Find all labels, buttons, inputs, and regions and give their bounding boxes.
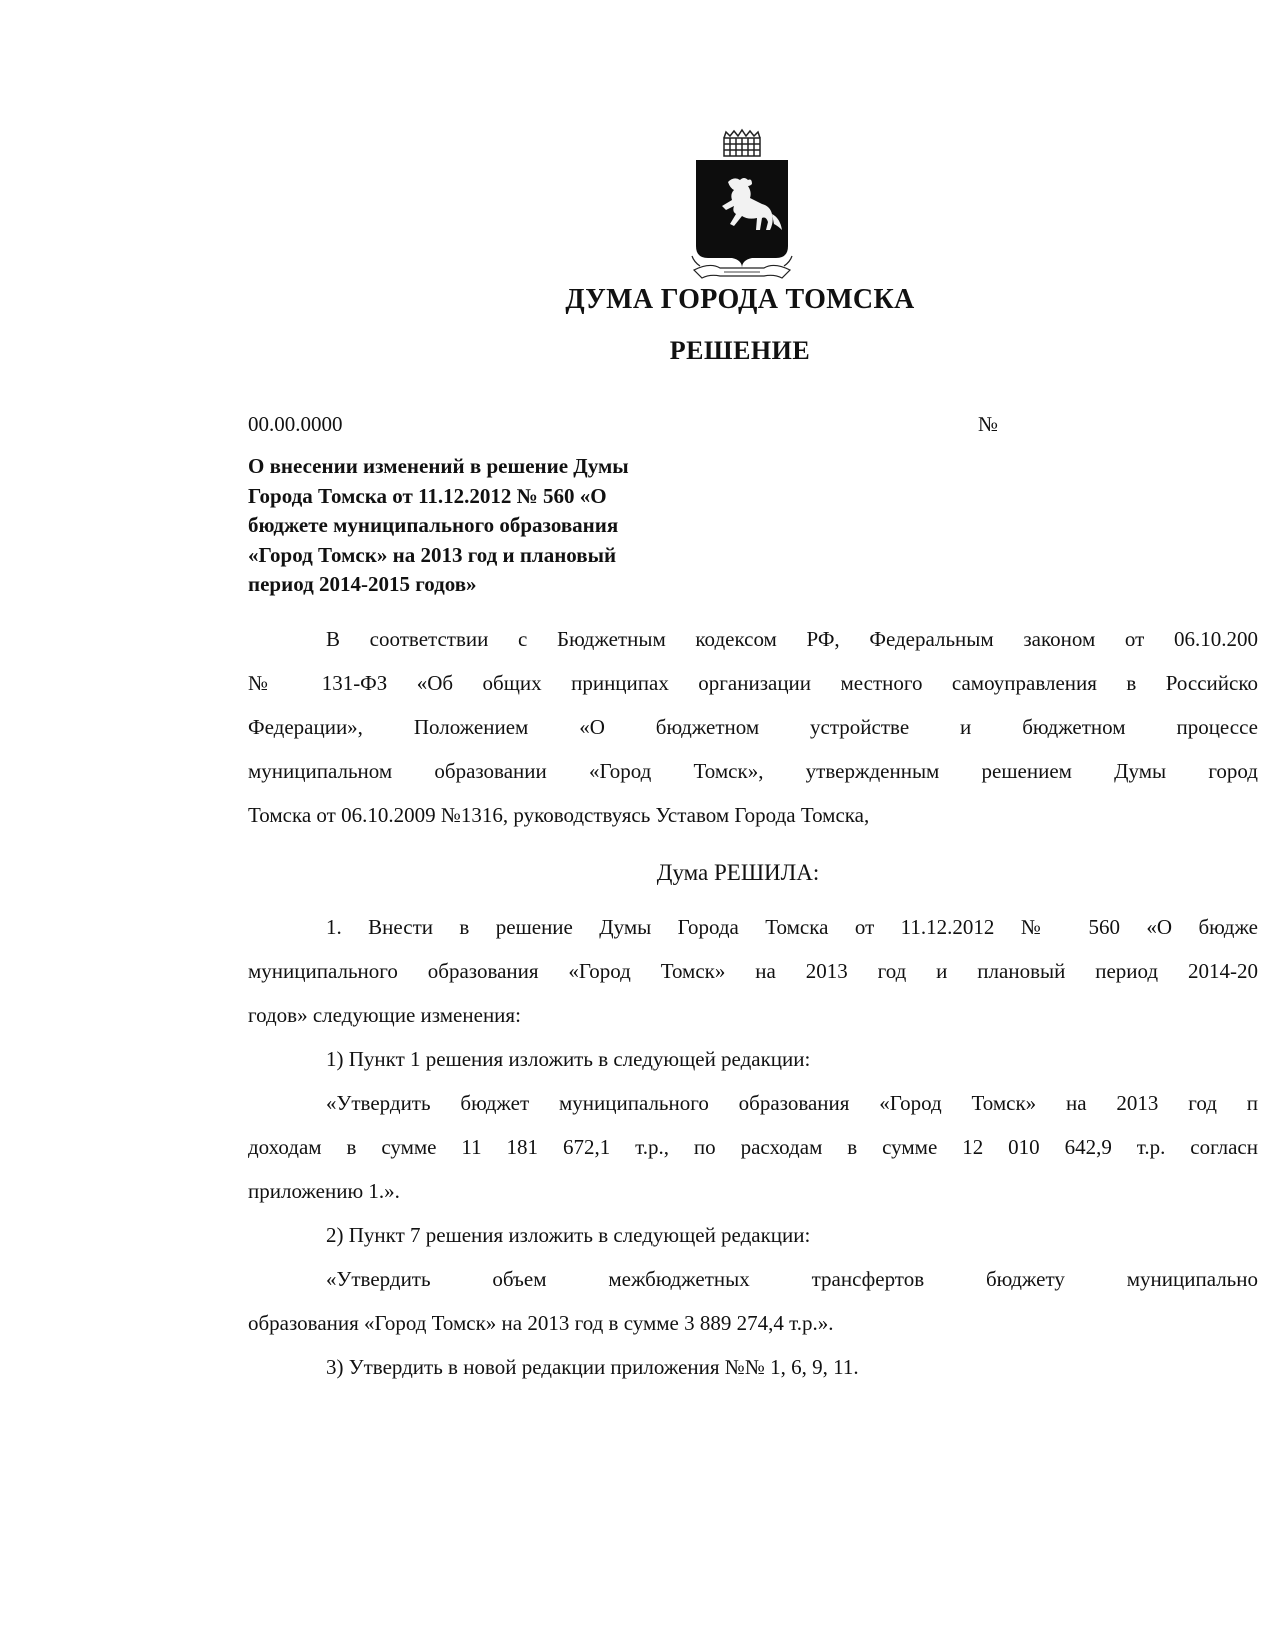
decision-heading: Дума РЕШИЛА:	[656, 860, 820, 885]
subject-line: О внесении изменений в решение Думы	[248, 454, 629, 478]
document-subject	[248, 452, 728, 600]
sub2-line: «Утвердить объем межбюджетных трансфертов бюджету муниципально	[326, 1267, 1258, 1291]
sub1-line: приложению 1.».	[248, 1179, 400, 1203]
sub2-heading: 2) Пункт 7 решения изложить в следующей редакции:	[326, 1223, 811, 1247]
subject-line: Города Томска от 11.12.2012 № 560 «О	[248, 483, 607, 508]
organization-title: ДУМА ГОРОДА ТОМСКА	[565, 284, 915, 315]
preamble-line: Томска от 06.10.2009 №1316, руководствуясь Уставом Города Томска,	[248, 803, 870, 827]
tomsk-coat-of-arms-icon	[690, 126, 794, 288]
document-body	[248, 626, 1275, 1398]
sub2-line: образования «Город Томск» на 2013 год в сумме 3 889 274,4 т.р.».	[248, 1311, 834, 1335]
sub1-line: доходам в сумме 11 181 672,1 т.р., по расходам в сумме 12 010 642,9 т.р. согласн	[248, 1135, 1258, 1159]
subject-line: «Город Томск» на 2013 год и плановый	[248, 542, 617, 567]
subject-line: период 2014-2015 годов»	[248, 572, 477, 596]
sub1-heading: 1) Пункт 1 решения изложить в следующей редакции:	[326, 1047, 811, 1071]
preamble-line: № 131-ФЗ «Об общих принципах организации местного самоуправления в Российско	[248, 671, 1258, 695]
item1-line: муниципального образования «Город Томск» на 2013 год и плановый период 2014-20	[248, 959, 1258, 983]
item1-line: 1. Внести в решение Думы Города Томска от 11.12.2012 № 560 «О бюдже	[326, 915, 1258, 939]
preamble-line: муниципальном образовании «Город Томск», утвержденным решением Думы город	[248, 759, 1258, 783]
item1-line: годов» следующие изменения:	[248, 1003, 521, 1027]
subject-line: бюджете муниципального образования	[248, 513, 619, 537]
document-type: РЕШЕНИЕ	[669, 336, 811, 365]
sub3-heading: 3) Утвердить в новой редакции приложения №№ 1, 6, 9, 11.	[326, 1355, 859, 1379]
sub1-line: «Утвердить бюджет муниципального образования «Город Томск» на 2013 год п	[326, 1091, 1258, 1115]
document-date: 00.00.0000	[248, 412, 343, 436]
document-number-label: №	[978, 412, 999, 436]
preamble-line: Федерации», Положением «О бюджетном устройстве и бюджетном процессе	[248, 715, 1258, 739]
preamble-line: В соответствии с Бюджетным кодексом РФ, Федеральным законом от 06.10.200	[326, 627, 1258, 651]
